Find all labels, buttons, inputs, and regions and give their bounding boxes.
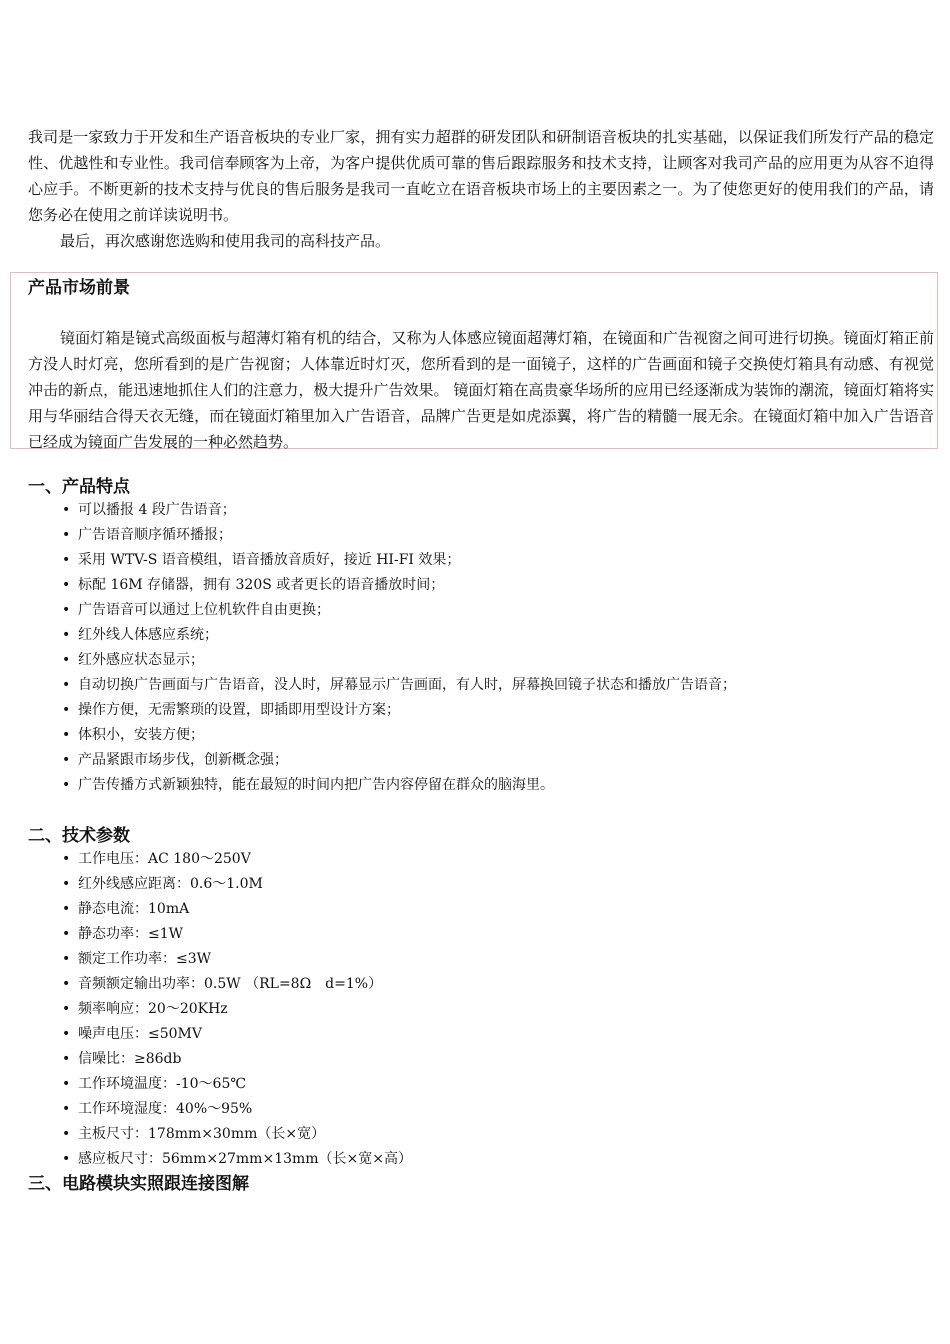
bullet-icon: • (62, 1126, 71, 1142)
bullet-icon: • (62, 627, 71, 643)
market-outlook-box (10, 272, 938, 449)
circuit-section-title: 三、电路模块实照跟连接图解 (28, 1174, 249, 1194)
bullet-icon: • (62, 951, 71, 967)
list-item: • 额定工作功率：≤3W (62, 947, 412, 972)
market-outlook-title: 产品市场前景 (28, 278, 130, 298)
list-item: • 体积小，安装方便； (62, 723, 736, 748)
market-outlook-body: 镜面灯箱是镜式高级面板与超薄灯箱有机的结合，又称为人体感应镜面超薄灯箱，在镜面和广告视窗之间可进行切换。镜面灯箱正前方没人时灯亮，您所看到的是广告视窗；人体靠近时灯灭，您所看到的是一面镜子，这样的广告画面和镜子交换使灯箱具有动感、有视觉冲击的新点，能迅速地抓住人们的注意力，极大提升广告效果。 镜面灯箱在高贵豪华场所的应用已经逐渐成为装饰的潮流，镜面灯箱将实用与华丽结合得天衣无缝，而在镜面灯箱里加入广告语音，品牌广告更是如虎添翼，将广告的精髓一展无余。在镜面灯箱中加入广告语音已经成为镜面广告发展的一种必然趋势。 (28, 329, 934, 451)
bullet-icon: • (62, 851, 71, 867)
list-item: • 操作方便，无需繁琐的设置，即插即用型设计方案； (62, 698, 736, 723)
bullet-icon: • (62, 727, 71, 743)
list-item: • 工作电压：AC 180～250V (62, 847, 412, 872)
list-item: • 感应板尺寸：56mm×27mm×13mm（长×宽×高） (62, 1147, 412, 1172)
bullet-icon: • (62, 577, 71, 593)
bullet-icon: • (62, 677, 71, 693)
bullet-icon: • (62, 527, 71, 543)
list-item: • 红外线感应距离：0.6～1.0M (62, 872, 412, 897)
list-item: • 广告语音顺序循环播报； (62, 523, 736, 548)
bullet-icon: • (62, 502, 71, 518)
list-item: • 广告语音可以通过上位机软件自由更换； (62, 598, 736, 623)
bullet-icon: • (62, 1051, 71, 1067)
specs-list (62, 847, 412, 1172)
list-item: • 标配 16M 存储器，拥有 320S 或者更长的语音播放时间； (62, 573, 736, 598)
intro-paragraph: 我司是一家致力于开发和生产语音板块的专业厂家，拥有实力超群的研发团队和研制语音板块的扎实基础，以保证我们所发行产品的稳定性、优越性和专业性。我司信奉顾客为上帝，为客户提供优质可靠的售后跟踪服务和技术支持，让顾客对我司产品的应用更为从容不迫得心应手。不断更新的技术支持与优良的售后服务是我司一直屹立在语音板块市场上的主要因素之一。为了使您更好的使用我们的产品，请您务必在使用之前详读说明书。 (28, 128, 934, 224)
bullet-icon: • (62, 702, 71, 718)
intro-section (28, 124, 934, 254)
bullet-icon: • (62, 901, 71, 917)
bullet-icon: • (62, 1076, 71, 1092)
list-item: • 工作环境温度：-10～65℃ (62, 1072, 412, 1097)
bullet-icon: • (62, 752, 71, 768)
list-item: • 静态电流：10mA (62, 897, 412, 922)
bullet-icon: • (62, 652, 71, 668)
features-section-title: 一、产品特点 (28, 477, 130, 497)
list-item: • 频率响应：20～20KHz (62, 997, 412, 1022)
list-item: • 静态功率：≤1W (62, 922, 412, 947)
bullet-icon: • (62, 876, 71, 892)
list-item: • 广告传播方式新颖独特，能在最短的时间内把广告内容停留在群众的脑海里。 (62, 773, 736, 798)
bullet-icon: • (62, 602, 71, 618)
list-item: • 主板尺寸：178mm×30mm（长×宽） (62, 1122, 412, 1147)
bullet-icon: • (62, 976, 71, 992)
list-item: • 工作环境湿度：40%～95% (62, 1097, 412, 1122)
bullet-icon: • (62, 552, 71, 568)
list-item: • 产品紧跟市场步伐，创新概念强； (62, 748, 736, 773)
intro-closing-paragraph: 最后，再次感谢您选购和使用我司的高科技产品。 (60, 232, 391, 250)
list-item: • 信噪比：≥86db (62, 1047, 412, 1072)
bullet-icon: • (62, 777, 71, 793)
bullet-icon: • (62, 1101, 71, 1117)
list-item: • 自动切换广告画面与广告语音，没人时，屏幕显示广告画面，有人时，屏幕换回镜子状态和播放广告语音； (62, 673, 736, 698)
list-item: • 采用 WTV-S 语音模组，语音播放音质好，接近 HI-FI 效果； (62, 548, 736, 573)
features-list (62, 498, 736, 798)
specs-section-title: 二、技术参数 (28, 826, 130, 846)
list-item: • 红外感应状态显示； (62, 648, 736, 673)
list-item: • 噪声电压：≤50MV (62, 1022, 412, 1047)
list-item: • 可以播报 4 段广告语音； (62, 498, 736, 523)
list-item: • 音频额定输出功率：0.5W （RL=8Ω d=1%） (62, 972, 412, 997)
bullet-icon: • (62, 1026, 71, 1042)
bullet-icon: • (62, 1001, 71, 1017)
list-item: • 红外线人体感应系统； (62, 623, 736, 648)
bullet-icon: • (62, 926, 71, 942)
bullet-icon: • (62, 1151, 71, 1167)
